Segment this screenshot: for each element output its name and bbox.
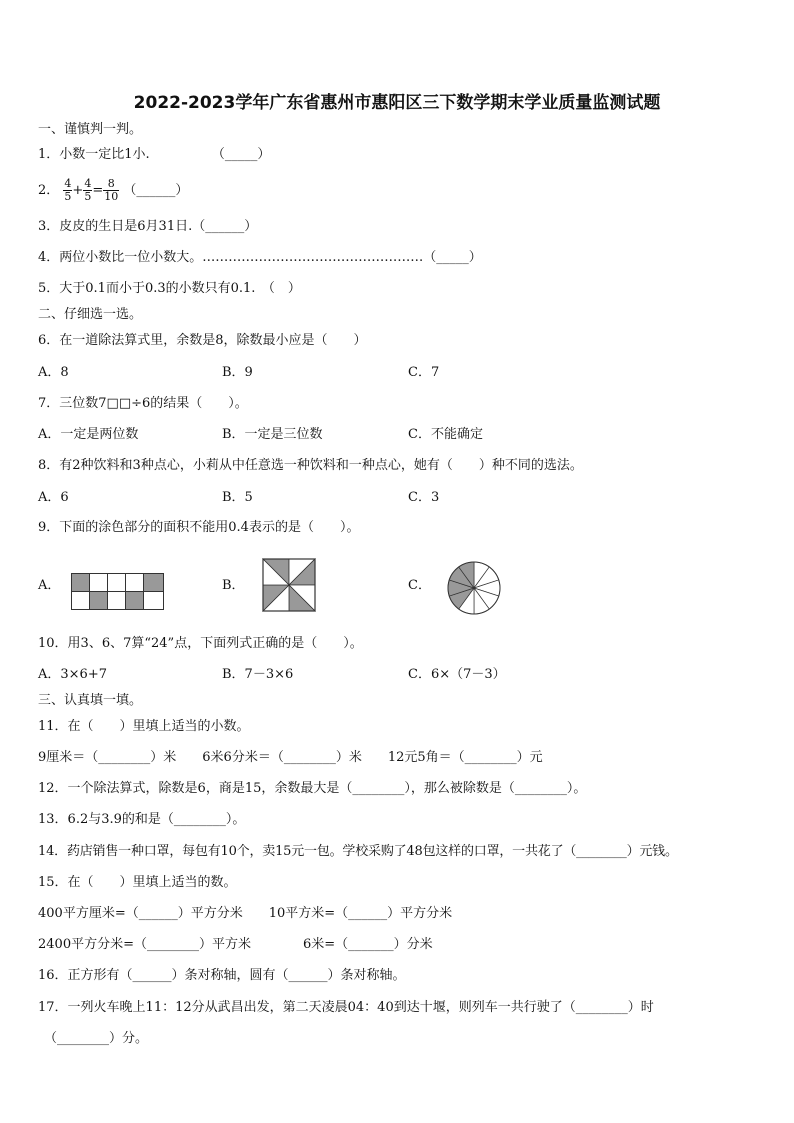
grid-cell: [90, 574, 108, 592]
q8-option-b[interactable]: B．5: [222, 490, 253, 505]
fraction-1-denominator: 5: [64, 190, 72, 203]
question-7: 7．三位数7□□÷6的结果（ ）。: [38, 396, 248, 411]
question-4: 4．两位小数比一位小数大。……………………………………………（_____）: [38, 250, 482, 265]
q6-option-c[interactable]: C．7: [408, 365, 440, 380]
question-2-blank[interactable]: （______）: [123, 183, 189, 198]
question-15-line-1: 400平方厘米=（______）平方分米 10平方米=（______）平方分米: [38, 906, 453, 921]
grid-cell: [90, 592, 108, 610]
q6-option-b[interactable]: B．9: [222, 365, 253, 380]
q10-option-c[interactable]: C．6×（7－3）: [408, 667, 506, 682]
question-6: 6．在一道除法算式里，余数是8，除数最小应是（ ）: [38, 333, 367, 348]
grid-cell: [144, 574, 164, 592]
grid-cell: [126, 574, 144, 592]
fraction-3: [103, 178, 119, 203]
section-3-heading: 三、认真填一填。: [38, 693, 143, 708]
fraction-3-denominator: 10: [104, 190, 119, 203]
figure-c-circle: [446, 560, 502, 616]
question-17: 17．一列火车晚上11：12分从武昌出发，第二天凌晨04：40到达十堰，则列车一共行驶了（________）时: [38, 1000, 654, 1015]
fraction-3-numerator: 8: [103, 178, 119, 191]
question-13: 13．6.2与3.9的和是（________）。: [38, 812, 246, 827]
question-8: 8．有2种饮料和3种点心，小莉从中任意选一种饮料和一种点心，她有（ ）种不同的选法。: [38, 458, 583, 473]
q7-option-a[interactable]: A．一定是两位数: [38, 427, 139, 442]
grid-cell: [108, 592, 126, 610]
question-16: 16．正方形有（______）条对称轴，圆有（______）条对称轴。: [38, 968, 406, 983]
fraction-2-numerator: 4: [84, 177, 92, 190]
grid-cell: [72, 574, 90, 592]
q9-option-c[interactable]: C．: [408, 578, 431, 593]
fraction-2-denominator: 5: [84, 190, 92, 203]
equals-sign: =: [92, 183, 104, 198]
question-15-line-2: 2400平方分米=（________）平方米 6米=（_______）分米: [38, 937, 433, 952]
grid-cell: [126, 592, 144, 610]
question-1-blank[interactable]: （_____）: [211, 147, 271, 162]
section-2-heading: 二、仔细选一选。: [38, 307, 143, 322]
question-5: 5．大于0.1而小于0.3的小数只有0.1. （ ）: [38, 281, 301, 296]
q9-option-a[interactable]: A．: [38, 578, 61, 593]
figure-b-square: [262, 558, 316, 612]
question-11-items: 9厘米＝（________）米 6米6分米＝（________）米 12元5角＝（________）元: [38, 750, 543, 765]
question-10: 10．用3、6、7算“24”点，下面列式正确的是（ ）。: [38, 636, 363, 651]
question-12: 12．一个除法算式，除数是6，商是15，余数最大是（________），那么被除数是（________）。: [38, 781, 587, 796]
figure-a-grid: [71, 573, 165, 610]
question-3: 3．皮皮的生日是6月31日.（______）: [38, 219, 258, 234]
question-1: [38, 146, 270, 164]
question-2: [38, 176, 188, 206]
page-title: 2022-2023学年广东省惠州市惠阳区三下数学期末学业质量监测试题: [133, 93, 661, 113]
question-9: 9．下面的涂色部分的面积不能用0.4表示的是（ ）。: [38, 520, 360, 535]
grid-cell: [108, 574, 126, 592]
section-1-heading: 一、谨慎判一判。: [38, 122, 143, 137]
q8-option-a[interactable]: A．6: [38, 490, 69, 505]
question-11: 11．在（ ）里填上适当的小数。: [38, 719, 250, 734]
grid-cell: [72, 592, 90, 610]
q7-option-b[interactable]: B．一定是三位数: [222, 427, 323, 442]
plus-sign: +: [72, 183, 84, 198]
grid-cell: [144, 592, 164, 610]
q8-option-c[interactable]: C．3: [408, 490, 440, 505]
question-14: 14．药店销售一种口罩，每包有10个，卖15元一包。学校采购了48包这样的口罩，一共花了（________）元钱。: [38, 844, 678, 859]
question-15: 15．在（ ）里填上适当的数。: [38, 875, 237, 890]
question-2-number: 2．: [38, 183, 60, 198]
question-1-text: 1．小数一定比1小.: [38, 147, 150, 162]
fraction-2: [83, 178, 92, 203]
q10-option-a[interactable]: A．3×6+7: [38, 667, 107, 682]
q10-option-b[interactable]: B．7－3×6: [222, 667, 294, 682]
fraction-1-numerator: 4: [64, 177, 72, 190]
question-17-continued: （________）分。: [44, 1031, 149, 1046]
q9-option-b[interactable]: B．: [222, 578, 245, 593]
q6-option-a[interactable]: A．8: [38, 365, 69, 380]
q7-option-c[interactable]: C．不能确定: [408, 427, 483, 442]
